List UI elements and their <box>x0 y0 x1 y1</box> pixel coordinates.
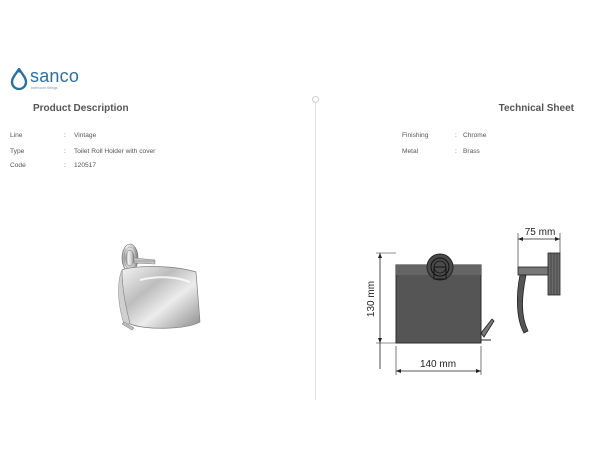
brand-tagline: bathroom fittings <box>31 86 58 90</box>
product-description-title: Product Description <box>33 103 129 114</box>
spec-separator: : <box>64 162 66 169</box>
spec-label: Code <box>10 162 26 169</box>
brand-logo <box>10 66 90 92</box>
divider-marker <box>312 96 319 103</box>
spec-separator: : <box>455 148 457 155</box>
width-dimension-label: 140 mm <box>419 359 457 370</box>
spec-value: Brass <box>463 148 480 155</box>
depth-dimension-label: 75 mm <box>524 227 556 238</box>
technical-drawing <box>360 215 580 385</box>
center-divider <box>315 100 316 400</box>
spec-value: Chrome <box>463 132 487 139</box>
spec-label: Type <box>10 148 25 155</box>
spec-separator: : <box>455 132 457 139</box>
spec-label: Finishing <box>402 132 429 139</box>
spec-label: Metal <box>402 148 419 155</box>
spec-separator: : <box>64 148 66 155</box>
technical-sheet-specs <box>402 132 542 158</box>
product-photo <box>100 230 210 350</box>
spec-value: 120517 <box>74 162 97 169</box>
water-drop-icon <box>10 68 28 90</box>
product-description-specs <box>10 132 230 172</box>
technical-sheet-title: Technical Sheet <box>498 103 574 114</box>
spec-value: Vintage <box>74 132 97 139</box>
spec-separator: : <box>64 132 66 139</box>
height-dimension-label: 130 mm <box>366 280 377 318</box>
brand-name: sanco <box>30 66 80 86</box>
spec-label: Line <box>10 132 23 139</box>
spec-value: Toilet Roll Holder with cover <box>74 148 156 155</box>
